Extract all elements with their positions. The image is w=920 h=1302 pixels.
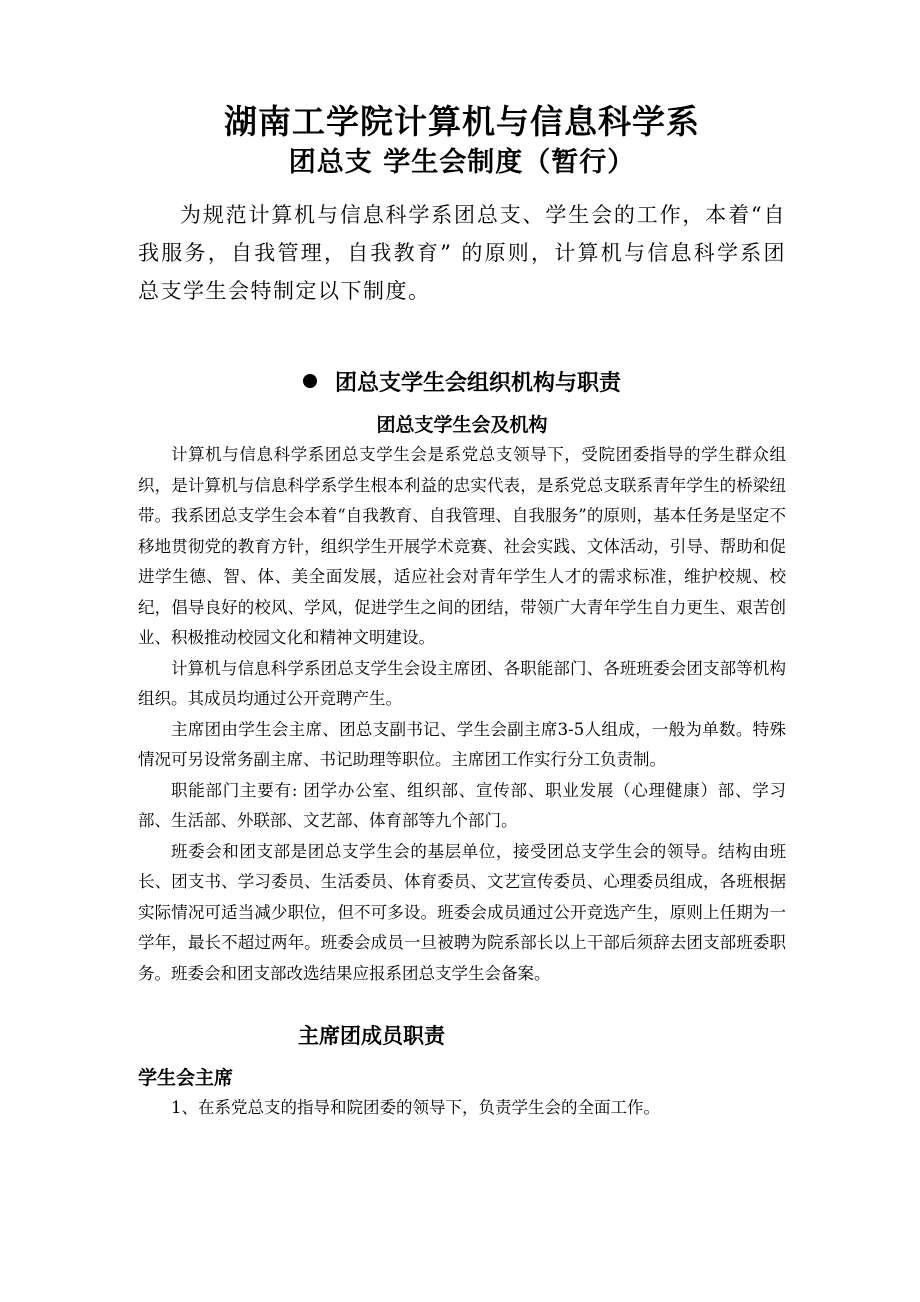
body-paragraph: 主席团由学生会主席、团总支副书记、学生会副主席3-5人组成，一般为单数。特殊情况可另设常务副主席、书记助理等职位。主席团工作实行分工负责制。 <box>138 719 786 769</box>
duty-item: 1、在系党总支的指导和院团委的领导下，负责学生会的全面工作。 <box>171 1098 660 1117</box>
intro-paragraph: 为规范计算机与信息科学系团总支、学生会的工作，本着“自我服务，自我管理，自我教育” 的原则，计算机与信息科学系团总支学生会特制定以下制度。 <box>138 203 786 303</box>
subheading-organization: 团总支学生会及机构 <box>376 414 548 436</box>
bullet-icon <box>303 374 317 388</box>
document-page <box>138 100 786 1124</box>
section-heading-presidium: 主席团成员职责 <box>298 1024 445 1048</box>
subheading-president: 学生会主席 <box>138 1067 234 1089</box>
section-heading-organization <box>138 368 786 400</box>
body-paragraph: 班委会和团支部是团总支学生会的基层单位，接受团总支学生会的领导。结构由班长、团支书、学习委员、生活委员、体育委员、文艺宣传委员、心理委员组成，各班根据实际情况可适当减少职位，但不可多设。班委会成员通过公开竞选产生，原则上任期为一学年，最长不超过两年。班委会成员一旦被聘为院系部长以上干部后须辞去团支部班委职务。班委会和团支部改选结果应报系团总支学生会备案。 <box>138 841 786 983</box>
body-paragraph: 计算机与信息科学系团总支学生会设主席团、各职能部门、各班班委会团支部等机构组织。其成员均通过公开竞聘产生。 <box>138 658 786 708</box>
document-title: 湖南工学院计算机与信息科学系 <box>224 102 700 141</box>
section-heading-text: 团总支学生会组织机构与职责 <box>334 371 621 396</box>
body-paragraph: 职能部门主要有: 团学办公室、组织部、宣传部、职业发展（心理健康）部、学习部、生活部、外联部、文艺部、体育部等九个部门。 <box>138 780 786 830</box>
document-subtitle: 团总支 学生会制度（暂行） <box>288 147 636 178</box>
body-paragraph: 计算机与信息科学系团总支学生会是系党总支领导下，受院团委指导的学生群众组织，是计算机与信息科学系学生根本利益的忠实代表，是系党总支联系青年学生的桥梁纽带。我系团总支学生会本着“自我教育、自我管理、自我服务”的原则，基本任务是坚定不移地贯彻党的教育方针，组织学生开展学术竞赛、社会实践、文体活动，引导、帮助和促进学生德、智、体、美全面发展，适应社会对青年学生人才的需求标准，维护校规、校纪，倡导良好的校风、学风，促进学生之间的团结，带领广大青年学生自力更生、艰苦创业、积极推动校园文化和精神文明建设。 <box>138 445 786 647</box>
